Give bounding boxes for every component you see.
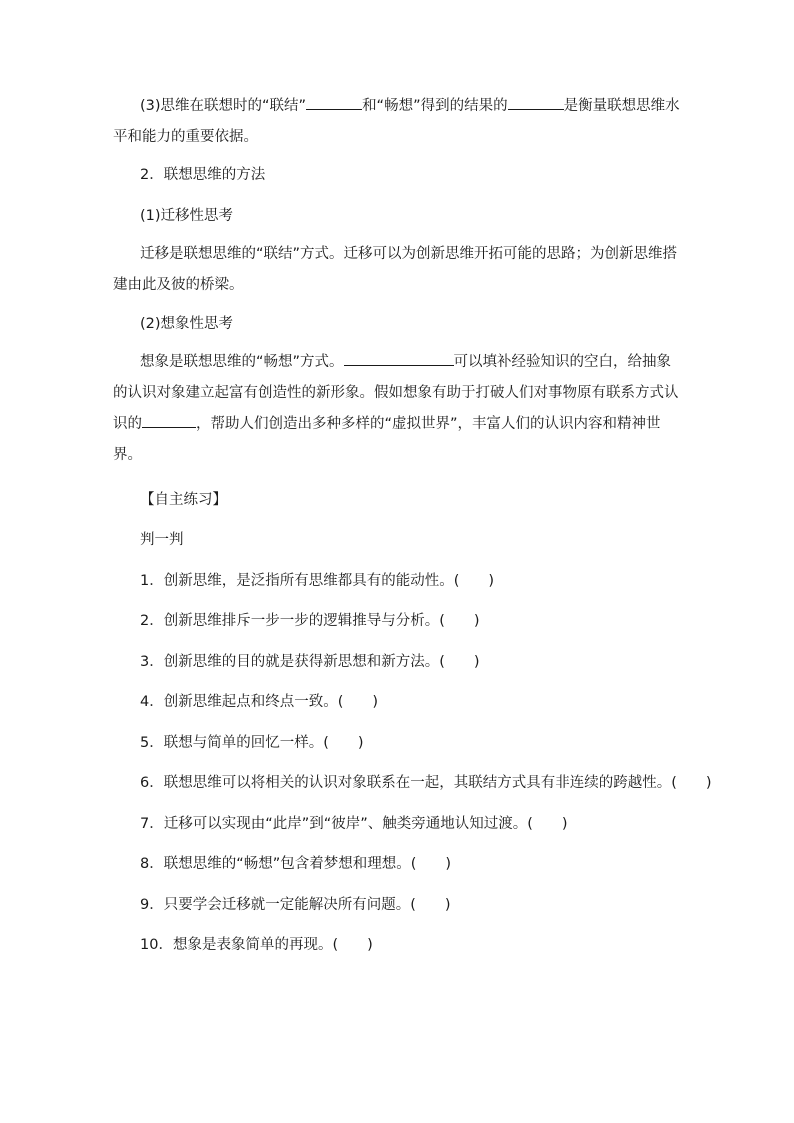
- question-6: 6．联想思维可以将相关的认识对象联系在一起，其联结方式具有非连续的跨越性。( ): [140, 775, 712, 791]
- sub2-text-part2: 可以填补经验知识的空白，给抽象的认识对象建立起富有创造性的新形象。假如想象有助于打破人们对事物原有联系方式认识的: [113, 354, 679, 432]
- paragraph-3-part2: 和“畅想”得到的结果的: [362, 98, 508, 114]
- question-10: 10．想象是表象简单的再现。( ): [140, 937, 373, 953]
- question-1: 1．创新思维，是泛指所有思维都具有的能动性。( ): [140, 573, 495, 589]
- sub1-title: (1)迁移性思考: [140, 208, 234, 224]
- method-title: 2．联想思维的方法: [140, 167, 266, 183]
- sub2-text: [113, 347, 683, 471]
- paragraph-3-part3: 是衡量联想思维水平和能力的重要依据。: [113, 98, 680, 145]
- question-3: 3．创新思维的目的就是获得新思想和新方法。( ): [140, 654, 480, 670]
- paragraph-3: [113, 91, 683, 153]
- practice-subheader: 判一判: [140, 532, 184, 548]
- question-7: 7．迁移可以实现由“此岸”到“彼岸”、触类旁通地认知过渡。( ): [140, 816, 568, 832]
- sub2-text-part1: 想象是联想思维的“畅想”方式。: [140, 354, 344, 370]
- question-4: 4．创新思维起点和终点一致。( ): [140, 694, 379, 710]
- question-9: 9．只要学会迁移就一定能解决所有问题。( ): [140, 897, 451, 913]
- sub1-text: 迁移是联想思维的“联结”方式。迁移可以为创新思维开拓可能的思路；为创新思维搭建由此及彼的桥梁。: [113, 246, 678, 293]
- blank-1: [306, 95, 362, 110]
- question-5: 5．联想与简单的回忆一样。( ): [140, 735, 364, 751]
- blank-4: [142, 413, 196, 428]
- blank-3: [344, 351, 454, 366]
- sub2-title: (2)想象性思考: [140, 316, 234, 332]
- question-8: 8．联想思维的“畅想”包含着梦想和理想。( ): [140, 856, 452, 872]
- sub2-text-part3: ，帮助人们创造出多种多样的“虚拟世界”，丰富人们的认识内容和精神世界。: [113, 416, 661, 463]
- paragraph-3-part1: (3)思维在联想时的“联结”: [140, 98, 307, 114]
- question-2: 2．创新思维排斥一步一步的逻辑推导与分析。( ): [140, 613, 480, 629]
- blank-2: [508, 95, 564, 110]
- practice-header: 【自主练习】: [140, 492, 227, 508]
